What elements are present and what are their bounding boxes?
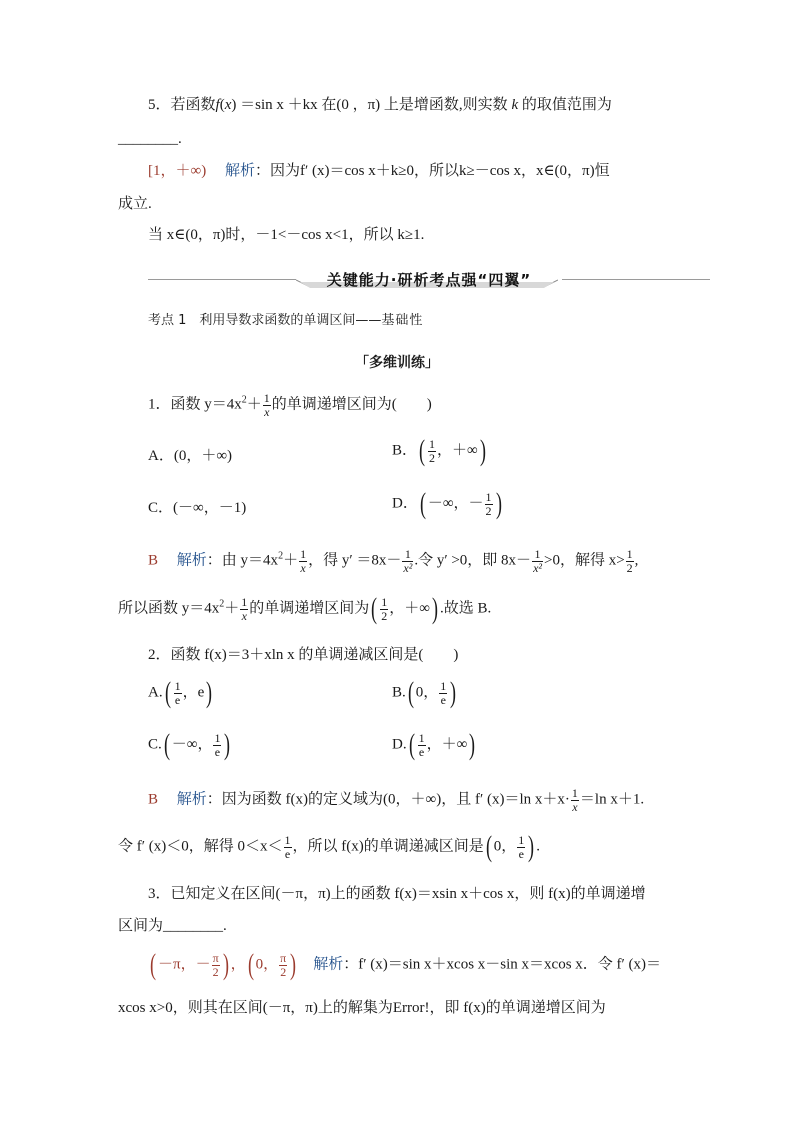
num: 1: [418, 730, 425, 745]
q1-d-prefix: D．: [392, 495, 418, 512]
frac-1-over-2: [428, 438, 436, 464]
q2-solution-line1: [148, 787, 644, 813]
sup-2: 2: [278, 550, 284, 562]
q2-option-b: B.( 0， $\frac{1}{e}$ ): [392, 676, 457, 709]
frac-1-over-e: [213, 732, 221, 758]
q1-sol2-e: .故选 B.: [440, 600, 492, 617]
frac-1-over-x: [263, 392, 271, 418]
den: e: [214, 744, 221, 759]
q5-answer: [1，＋∞): [148, 163, 207, 179]
q2-sol-b: ＝ln x＋1.: [579, 791, 645, 808]
section-banner: [148, 262, 710, 290]
den: x: [264, 404, 270, 419]
q2-b-head: 0，: [415, 684, 439, 701]
num: 1: [532, 548, 543, 562]
q3-sol1: ：f′ (x)＝sin x＋xcos x－sin x＝xcos x．令 f′ (x)＝: [343, 956, 662, 973]
q2-option-c: C.( －∞， $\frac{1}{e}$ ): [148, 728, 231, 761]
q1-stem-a: 1．函数 y＝4x: [148, 396, 242, 413]
frac-1-over-x2: [402, 548, 413, 574]
num: 1: [518, 832, 525, 847]
q3-ans-b: ，: [230, 956, 246, 973]
frac-1-over-2: [626, 548, 634, 574]
num: 1: [485, 489, 492, 504]
den: 2: [626, 560, 633, 575]
q1-sol-a: ：由 y＝4x: [206, 552, 279, 569]
den: 2: [212, 964, 219, 979]
den: x: [572, 799, 578, 814]
den: e: [174, 692, 181, 707]
frac-pi-over-2: [212, 952, 220, 978]
num: 1: [571, 786, 578, 800]
q3-stem-line1: 3．已知定义在区间(－π，π)上的函数 f(x)＝xsin x＋cos x，则 f(x)的单调递增: [148, 886, 646, 902]
q1-sol-d: .令 y′ >0，即 8x－: [414, 552, 532, 569]
q1-d-head: －∞，－: [427, 495, 484, 512]
num: π: [212, 950, 219, 965]
frac-1-over-x: [240, 596, 248, 622]
q2-stem: 2．函数 f(x)＝3＋xln x 的单调递减区间是( ): [148, 647, 459, 663]
q1-sol2-c: 的单调递增区间为: [249, 600, 370, 617]
q2-a-prefix: A.: [148, 684, 163, 701]
num: 1: [241, 594, 248, 609]
q1-stem-b: ＋: [246, 396, 262, 413]
frac-1-over-x2: [532, 548, 543, 574]
q1-option-d: D．( －∞，－ $\frac{1}{2}$ ): [392, 487, 502, 520]
q2-sol2-d: .: [536, 838, 541, 855]
den: x²: [533, 560, 542, 575]
topic-title: 考点 1 利用导数求函数的单调区间——: [148, 313, 382, 328]
q1-option-b: B．( $\frac{1}{2}$ ，＋∞): [392, 434, 486, 467]
q2-answer: B: [148, 791, 159, 808]
q2-solution-line2: 令 f′ (x)＜0，解得 0＜x＜ $\frac{1}{e}$ ，所以 f(x)的单调递减区间是( 0， $\frac{1}{e}$ ) .: [118, 830, 541, 863]
q3-label: 解析: [313, 956, 344, 973]
topic-tag: 基础性: [381, 313, 424, 328]
den: e: [440, 692, 446, 707]
den: 2: [280, 964, 287, 979]
q5-stem-b: ＝sin x ＋kx 在(0 ，π) 上是增函数,则实数: [236, 97, 508, 113]
num: 1: [174, 678, 181, 693]
q2-sol2-c: 0，: [493, 838, 517, 855]
q1-sol2-a: 所以函数 y＝4x: [118, 600, 220, 617]
q1-sol2-d: ，＋∞: [389, 600, 430, 617]
section-title: 关键能力·研析考点强“四翼”: [326, 271, 532, 289]
q2-c-head: －∞，: [171, 736, 213, 753]
q3-ans-c: 0，: [255, 956, 279, 973]
q2-c-prefix: C.: [148, 736, 162, 753]
q5-solution-line3: 当 x∈(0，π)时，－1<－cos x<1，所以 k≥1.: [148, 227, 425, 243]
q5-stem: 5．若函数f(x) ＝sin x ＋kx 在(0 ，π) 上是增函数,则实数 k 的取值范围为: [148, 97, 612, 113]
num: 1: [402, 548, 413, 562]
den: e: [284, 846, 291, 861]
q1-sol2-b: ＋: [224, 600, 240, 617]
q1-solution-line2: 所以函数 $y=4x^2+$ $\frac{1}{x}$ 的单调递增区间为( $\frac{1}{2}$ ，＋∞) .故选 B.: [118, 592, 492, 625]
q2-option-a: A.( $\frac{1}{e}$ ，e): [148, 676, 213, 709]
num: π: [280, 950, 287, 965]
q2-option-d: D.( $\frac{1}{e}$ ，＋∞): [392, 728, 476, 761]
sup-2: 2: [219, 598, 225, 610]
q3-ans-a: －π，－: [158, 956, 211, 973]
q2-d-prefix: D.: [392, 736, 407, 753]
topic-heading: [148, 314, 423, 327]
frac-1-over-2: [485, 491, 493, 517]
q3-stem-line2: 区间为________.: [118, 918, 227, 934]
den: x: [300, 560, 306, 575]
k-symbol: k: [511, 97, 519, 113]
sup-2: 2: [241, 394, 247, 406]
den: x²: [403, 560, 413, 575]
num: 1: [626, 547, 633, 561]
q5-stem-c: 的取值范围为: [518, 97, 612, 113]
q1-sol-e: >0，解得 x>: [544, 552, 625, 569]
subheading: 「多维训练」: [355, 355, 439, 371]
frac-1-over-e: [418, 732, 426, 758]
frac-1-over-e: [517, 834, 525, 860]
q3-solution-line1: ( －π，－ $\frac{\pi}{2}$ ) ，( 0， $\frac{\pi}{2}$ ) 解析：f′ (x)＝sin x＋xcos x－sin x＝xcos x．令 f′ (x)＝: [150, 948, 662, 981]
q1-stem: [148, 392, 432, 418]
num: 1: [300, 547, 307, 561]
q1-sol-f: ,: [634, 552, 639, 569]
q1-b-prefix: B．: [392, 442, 418, 459]
den: e: [518, 846, 524, 861]
q2-sol2-a: 令 f′ (x)＜0，解得 0＜x＜: [118, 838, 283, 855]
q5-solution-line2: 成立.: [118, 196, 152, 212]
q2-label: 解析: [176, 791, 207, 808]
q5-solution-line1: [148, 164, 610, 179]
frac-pi-over-2: [279, 952, 287, 978]
den: e: [418, 744, 425, 759]
frac-1-over-2: [380, 596, 388, 622]
num: 1: [381, 594, 388, 609]
q1-answer: B: [148, 552, 159, 569]
q5-label: 解析: [224, 163, 255, 179]
q2-sol-a: ：因为函数 f(x)的定义域为(0，＋∞)，且 f′ (x)＝ln x＋x·: [206, 791, 570, 808]
q5-blank: ________.: [118, 131, 182, 147]
fx-symbol: f: [215, 97, 220, 113]
q3-solution-line2: xcos x>0，则其在区间(－π，π)上的解集为Error!，即 f(x)的单调递增区间为: [118, 1000, 606, 1016]
frac-1-over-x: [299, 548, 307, 574]
num: 1: [429, 436, 436, 451]
q1-option-c: C．(－∞，－1): [148, 500, 247, 516]
q2-b-prefix: B.: [392, 684, 406, 701]
q1-b-tail: ，＋∞: [437, 442, 478, 459]
den: x: [241, 608, 247, 623]
num: 1: [284, 832, 291, 847]
den: 2: [485, 503, 492, 518]
q1-sol-c: ，得 y′ ＝8x－: [308, 552, 402, 569]
den: 2: [381, 608, 388, 623]
frac-1-over-e: [439, 680, 447, 706]
frac-1-over-x: [571, 787, 579, 813]
den: 2: [429, 450, 436, 465]
q2-a-tail: ，e: [182, 684, 205, 701]
num: 1: [214, 730, 221, 745]
frac-1-over-e: [174, 680, 182, 706]
q1-label: 解析: [176, 552, 207, 569]
num: 1: [263, 391, 270, 405]
q2-d-tail: ，＋∞: [426, 736, 468, 753]
q2-sol2-b: ，所以 f(x)的单调递减区间是: [292, 838, 484, 855]
frac-1-over-e: [284, 834, 292, 860]
q1-sol-b: ＋: [283, 552, 299, 569]
q1-stem-c: 的单调递增区间为( ): [271, 396, 432, 413]
q5-stem-a: 5．若函数: [148, 97, 216, 113]
q5-sol1: ：因为f′ (x)＝cos x＋k≥0，所以k≥－cos x，x∈(0，π)恒: [254, 163, 610, 179]
num: 1: [440, 678, 447, 693]
q1-solution-line1: [148, 548, 638, 574]
q1-option-a: A．(0，＋∞): [148, 448, 233, 464]
